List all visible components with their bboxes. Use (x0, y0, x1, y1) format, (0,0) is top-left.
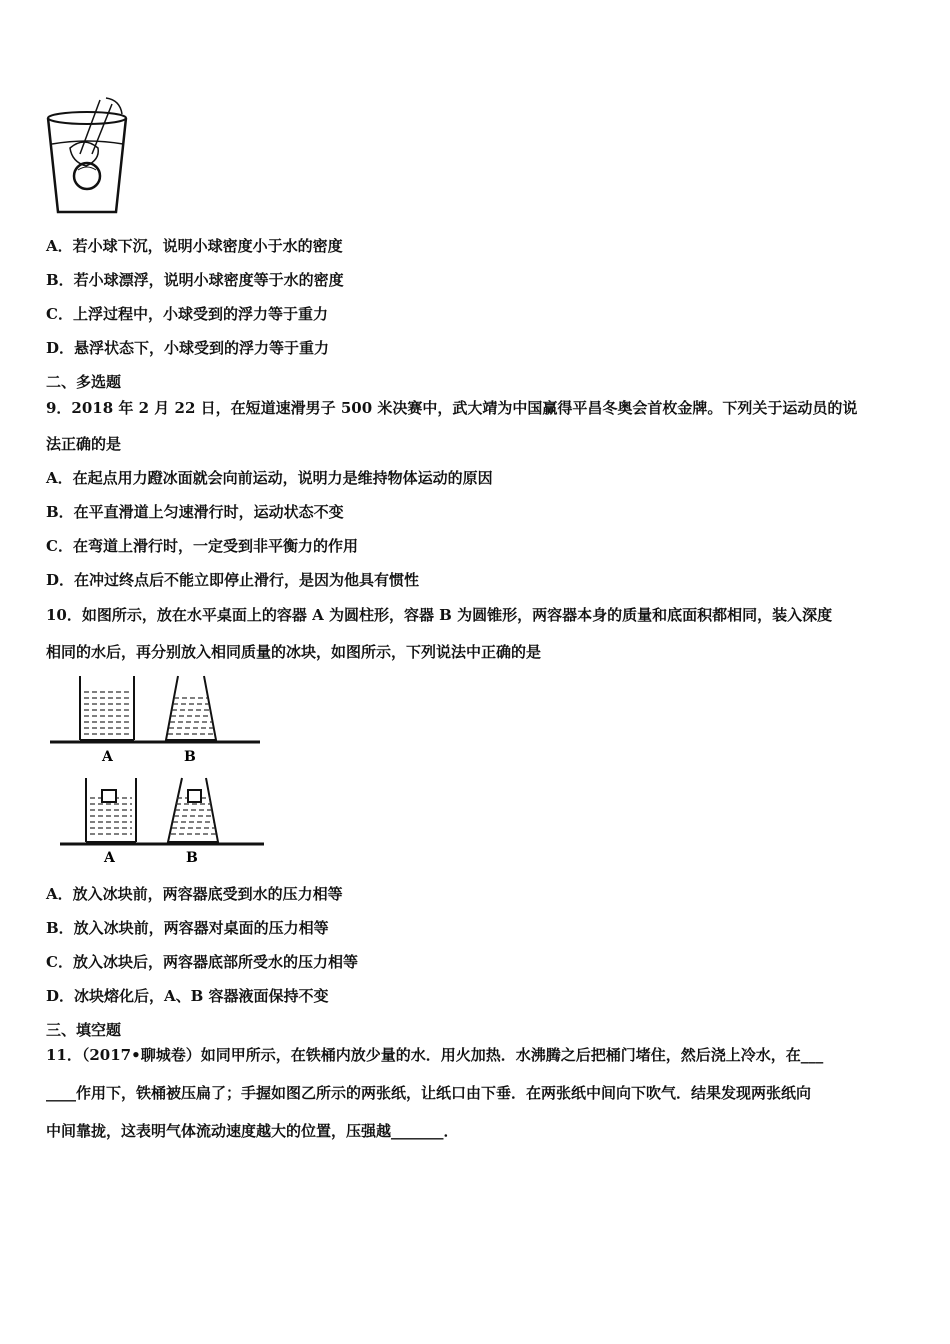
q9-stem-line2: 法正确的是 (46, 435, 122, 453)
containers-figure (46, 674, 268, 870)
label-a-top: A (102, 749, 113, 765)
q11-line1: 11．（2017•聊城卷）如同甲所示，在铁桶内放少量的水．用火加热．水沸腾之后把桶门堵住，然后浇上冷水，在___ (46, 1046, 824, 1064)
q10-stem-line2: 相同的水后，再分别放入相同质量的冰块，如图所示，下列说法中正确的是 (46, 643, 542, 661)
q9-stem-line1: 9．2018 年 2 月 22 日，在短道速滑男子 500 米决赛中，武大靖为中国赢得平昌冬奥会首枚金牌。下列关于运动员的说 (46, 399, 858, 417)
q9-option-a: A．在起点用力蹬冰面就会向前运动，说明力是维持物体运动的原因 (46, 469, 493, 487)
glass-ball-figure (40, 96, 140, 220)
q8-option-b: B．若小球漂浮，说明小球密度等于水的密度 (46, 271, 344, 289)
section-fill-in: 三、填空题 (46, 1021, 122, 1039)
containers-after-ice (60, 778, 264, 866)
label-b-bottom: B (186, 850, 198, 866)
q11-line2: ____作用下，铁桶被压扁了；手握如图乙所示的两张纸，让纸口由下垂．在两张纸中间向下吹气．结果发现两张纸向 (46, 1084, 812, 1102)
section-multiple-choice: 二、多选题 (46, 373, 122, 391)
label-b-top: B (184, 749, 196, 765)
containers-before-ice (50, 676, 260, 765)
q9-option-b: B．在平直滑道上匀速滑行时，运动状态不变 (46, 503, 344, 521)
q8-option-a: A．若小球下沉，说明小球密度小于水的密度 (46, 237, 343, 255)
q10-stem-line1: 10．如图所示，放在水平桌面上的容器 A 为圆柱形，容器 B 为圆锥形，两容器本身的质量和底面积都相同，装入深度 (46, 606, 833, 624)
q11-line3: 中间靠拢，这表明气体流动速度越大的位置，压强越_______． (46, 1122, 459, 1140)
q9-option-c: C．在弯道上滑行时，一定受到非平衡力的作用 (46, 537, 358, 555)
q9-option-d: D．在冲过终点后不能立即停止滑行，是因为他具有惯性 (46, 571, 420, 589)
q10-option-d: D．冰块熔化后，A、B 容器液面保持不变 (46, 987, 329, 1005)
label-a-bottom: A (104, 850, 115, 866)
q8-option-c: C．上浮过程中，小球受到的浮力等于重力 (46, 305, 328, 323)
q10-option-b: B．放入冰块前，两容器对桌面的压力相等 (46, 919, 329, 937)
q10-option-a: A．放入冰块前，两容器底受到水的压力相等 (46, 885, 343, 903)
q10-option-c: C．放入冰块后，两容器底部所受水的压力相等 (46, 953, 358, 971)
q8-option-d: D．悬浮状态下，小球受到的浮力等于重力 (46, 339, 330, 357)
